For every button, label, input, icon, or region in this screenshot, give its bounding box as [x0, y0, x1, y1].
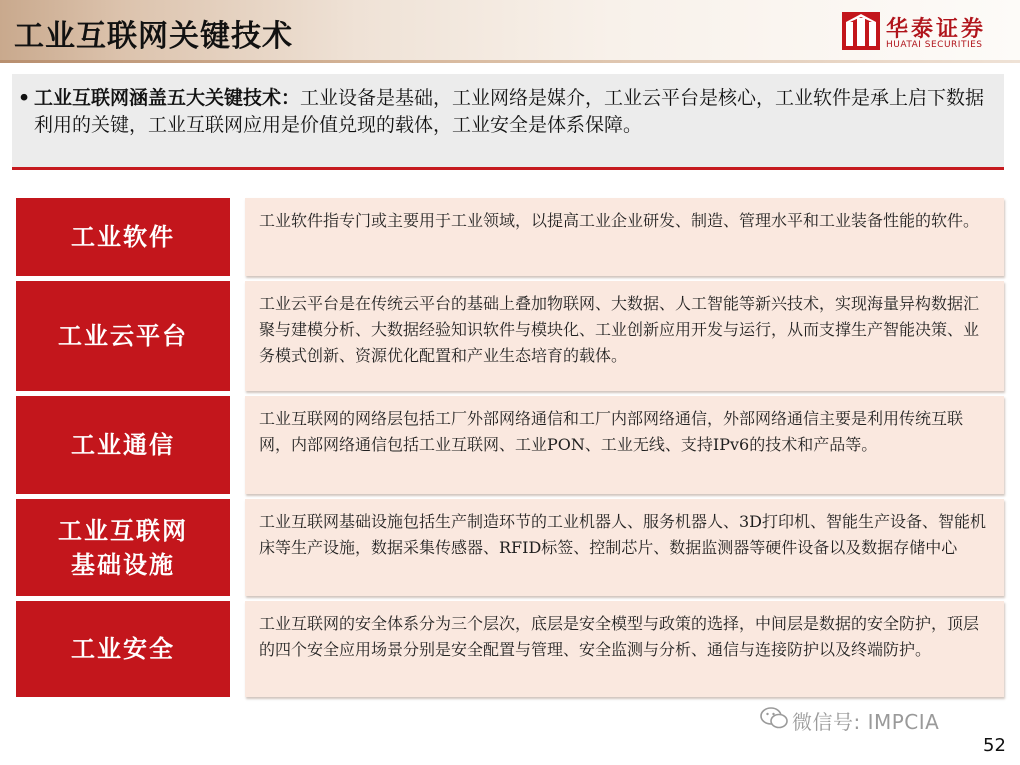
summary-text [18, 85, 994, 139]
row-description: 工业云平台是在传统云平台的基础上叠加物联网、大数据、人工智能等新兴技术，实现海量异构数据汇聚与建模分析、大数据经验知识软件与模块化、工业创新应用开发与运行，从而支撑生产智能决策、业务模式创新、资源优化配置和产业生态培育的载体。 [245, 281, 1004, 391]
summary-body: 工业设备是基础，工业网络是媒介，工业云平台是核心，工业软件是承上启下数据利用的关键，工业互联网应用是价值兑现的载体，工业安全是体系保障。 [34, 87, 985, 136]
row-label-line: 工业安全 [71, 634, 175, 663]
row-label-line: 工业通信 [71, 430, 175, 459]
row-description: 工业互联网的网络层包括工厂外部网络通信和工厂内部网络通信，外部网络通信主要是利用传统互联网，内部网络通信包括工业互联网、工业PON、工业无线、支持IPv6的技术和产品等。 [245, 396, 1004, 494]
row-description: 工业互联网基础设施包括生产制造环节的工业机器人、服务机器人、3D打印机、智能生产设备、智能机床等生产设施，数据采集传感器、RFID标签、控制芯片、数据监测器等硬件设备以及数据存储中心 [245, 499, 1004, 596]
row-description: 工业互联网的安全体系分为三个层次，底层是安全模型与政策的选择，中间层是数据的安全防护，顶层的四个安全应用场景分别是安全配置与管理、安全监测与分析、通信与连接防护以及终端防护。 [245, 601, 1004, 697]
row-label-line: 工业云平台 [58, 321, 188, 350]
page-title: 工业互联网关键技术 [14, 19, 293, 54]
row-label-line: 工业互联网 [58, 515, 188, 545]
summary-box [12, 74, 1004, 170]
row-label [16, 198, 230, 276]
header-divider [0, 60, 1020, 63]
row-label [16, 396, 230, 494]
bullet-icon: • [18, 87, 31, 109]
watermark-text: 微信号: IMPCIA [792, 710, 940, 734]
row-label-line: 基础设施 [71, 549, 175, 579]
wechat-icon [760, 706, 788, 730]
summary-lead: 工业互联网涵盖五大关键技术： [34, 87, 301, 109]
wechat-watermark [792, 706, 939, 735]
row-label [16, 601, 230, 697]
row-label [16, 281, 230, 391]
row-label-line: 工业软件 [71, 222, 175, 251]
page-number: 52 [983, 735, 1006, 756]
logo-english-text: HUATAI SECURITIES [886, 40, 983, 50]
logo-chinese-text: 华泰证券 [886, 17, 987, 42]
logo-mark-icon [842, 12, 880, 50]
company-logo [842, 12, 1002, 54]
row-description: 工业软件指专门或主要用于工业领域，以提高工业企业研发、制造、管理水平和工业装备性能的软件。 [245, 198, 1004, 276]
row-label [16, 499, 230, 596]
